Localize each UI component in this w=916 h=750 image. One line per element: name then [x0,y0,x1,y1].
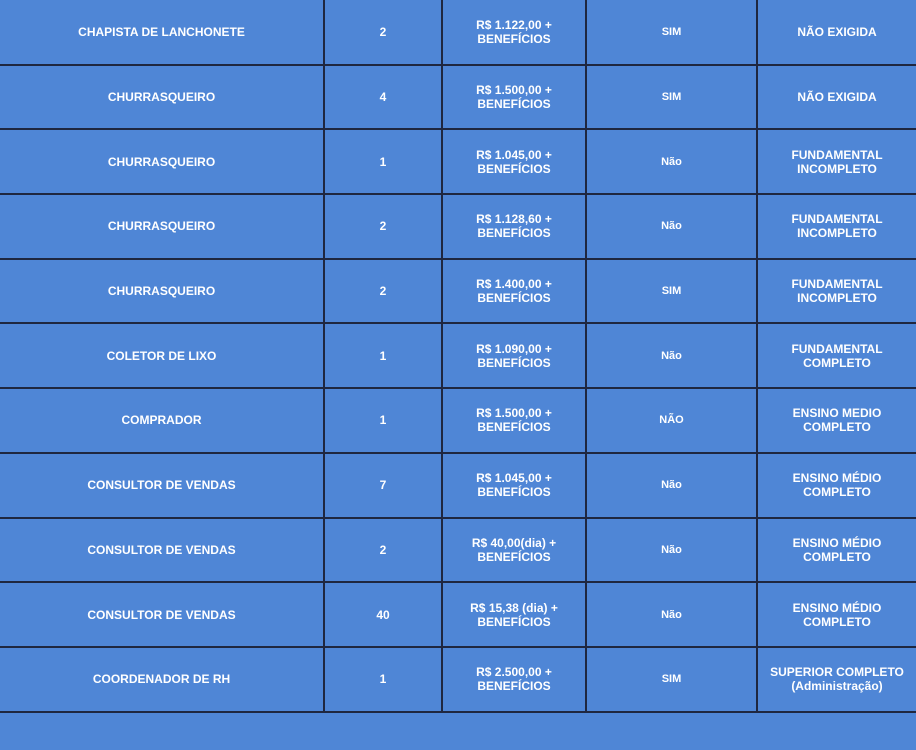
experience-required-cell: SIM [586,647,757,712]
table-row [0,647,916,712]
experience-required-cell: Não [586,194,757,259]
education-cell: ENSINO MEDIO COMPLETO [757,388,916,453]
salary-cell: R$ 1.128,60 + BENEFÍCIOS [442,194,586,259]
salary-cell: R$ 1.045,00 + BENEFÍCIOS [442,453,586,518]
education-cell: NÃO EXIGIDA [757,65,916,130]
education-cell: NÃO EXIGIDA [757,0,916,65]
salary-cell: R$ 1.090,00 + BENEFÍCIOS [442,323,586,388]
openings-count-cell: 7 [324,453,442,518]
experience-required-cell: SIM [586,65,757,130]
openings-count-cell: 2 [324,194,442,259]
salary-cell: R$ 1.500,00 + BENEFÍCIOS [442,388,586,453]
experience-required-cell: NÃO [586,388,757,453]
table-row [0,129,916,194]
experience-required-cell: SIM [586,0,757,65]
job-title-cell: CHAPISTA DE LANCHONETE [0,0,324,65]
education-cell: ENSINO MÉDIO COMPLETO [757,453,916,518]
experience-required-cell: Não [586,582,757,647]
education-cell: FUNDAMENTAL INCOMPLETO [757,194,916,259]
education-cell: FUNDAMENTAL INCOMPLETO [757,129,916,194]
job-title-cell: CONSULTOR DE VENDAS [0,518,324,583]
job-title-cell: COMPRADOR [0,388,324,453]
job-title-cell: CHURRASQUEIRO [0,65,324,130]
openings-count-cell: 1 [324,129,442,194]
openings-count-cell: 1 [324,647,442,712]
education-cell: FUNDAMENTAL INCOMPLETO [757,259,916,324]
openings-count-cell: 40 [324,582,442,647]
job-title-cell: CHURRASQUEIRO [0,194,324,259]
education-cell: FUNDAMENTAL COMPLETO [757,323,916,388]
education-cell: ENSINO MÉDIO COMPLETO [757,518,916,583]
table-row [0,388,916,453]
education-cell: SUPERIOR COMPLETO (Administração) [757,647,916,712]
experience-required-cell: Não [586,453,757,518]
salary-cell: R$ 40,00(dia) + BENEFÍCIOS [442,518,586,583]
table-row [0,453,916,518]
experience-required-cell: SIM [586,259,757,324]
experience-required-cell: Não [586,323,757,388]
openings-count-cell: 4 [324,65,442,130]
job-title-cell: CHURRASQUEIRO [0,129,324,194]
openings-count-cell: 2 [324,259,442,324]
salary-cell: R$ 1.122,00 + BENEFÍCIOS [442,0,586,65]
openings-count-cell: 2 [324,0,442,65]
table-row [0,65,916,130]
openings-count-cell: 1 [324,388,442,453]
salary-cell: R$ 15,38 (dia) + BENEFÍCIOS [442,582,586,647]
education-cell: ENSINO MÉDIO COMPLETO [757,582,916,647]
table-row [0,518,916,583]
table-row [0,0,916,65]
table-row [0,259,916,324]
openings-count-cell: 2 [324,518,442,583]
experience-required-cell: Não [586,518,757,583]
job-title-cell: CONSULTOR DE VENDAS [0,453,324,518]
job-title-cell: CHURRASQUEIRO [0,259,324,324]
job-title-cell: CONSULTOR DE VENDAS [0,582,324,647]
job-title-cell: COLETOR DE LIXO [0,323,324,388]
experience-required-cell: Não [586,129,757,194]
salary-cell: R$ 2.500,00 + BENEFÍCIOS [442,647,586,712]
table-row [0,194,916,259]
table-row [0,582,916,647]
job-title-cell: COORDENADOR DE RH [0,647,324,712]
salary-cell: R$ 1.045,00 + BENEFÍCIOS [442,129,586,194]
salary-cell: R$ 1.400,00 + BENEFÍCIOS [442,259,586,324]
table-row [0,323,916,388]
salary-cell: R$ 1.500,00 + BENEFÍCIOS [442,65,586,130]
openings-count-cell: 1 [324,323,442,388]
